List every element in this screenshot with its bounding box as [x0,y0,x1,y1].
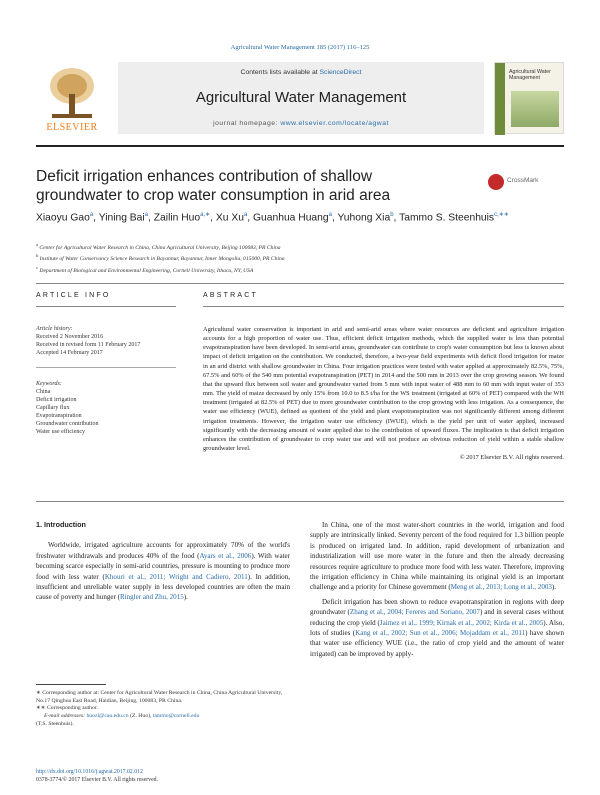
author-affil-mark[interactable]: b [390,212,394,218]
cover-image [511,91,559,127]
citation-link[interactable]: Khouri et al., 2011; Wright and Cadiero, 2011 [104,572,248,581]
author-affil-mark[interactable]: a [328,212,332,218]
header-divider [36,145,564,147]
paragraph: In China, one of the most water-short countries in the world, irrigation and food supply are intrinsically linked. Seventy percent of the food required for 1.3 billion people is produced on irrigated land. In addition, rapid development of urbanization and industrialization will use more water in the future and then the already decreasing resources require agriculture to produce more food with less water. Therefore, improving the irrigation efficiency in China while maintaining its original yield is an important challenge and a priority for Chinese government (Meng et al., 2013; Long et al., 2003). [310,521,564,592]
article-info [36,325,176,436]
footnote-emails: E-mail addresses: huozl@cau.edu.cn (Z. Huo), tammo@cornell.edu [44,713,200,720]
crossmark-icon [488,174,504,190]
author-affil-mark[interactable]: c,∗∗ [494,212,509,218]
doi-link[interactable]: http://dx.doi.org/10.1016/j.agwat.2017.02.012 [36,769,143,775]
citation-link[interactable]: Zhang et al., 2004; Fereres and Soriano, 2007 [349,608,480,617]
keyword: Water use efficiency [36,429,86,435]
contents-line: Contents lists available at ScienceDirect [240,69,362,76]
journal-masthead [36,62,564,140]
author-affil-mark[interactable]: a [144,212,149,218]
author: Xiaoyu Gao [36,212,90,224]
author-affil-mark[interactable]: a [243,212,248,218]
crossmark-label: CrossMark [507,177,539,184]
affiliations [36,241,564,275]
footnote: ∗ Corresponding author at: Center for Agricultural Water Research in China, China Agricultural University, No.17 Qinghua East Road, Haidian, Beijing, 100083, PR China. [36,690,283,704]
email-link[interactable]: huozl@cau.edu.cn [86,713,129,720]
body-divider [36,501,564,502]
author-list: Xiaoyu Gao$^a$, Yining Bai$^a$, Zailin Huo$^{a,∗}$, Xu Xu$^a$, Guanhua Huang$^a$, Yuhong Xia$^b$, Tammo S. Steenhuis$^{c,∗∗}$ [36,212,509,224]
author: Tammo S. Steenhuis [399,212,495,224]
paragraph: Deficit irrigation has been shown to reduce evapotranspiration in regions with deep groundwater (Zhang et al., 2004; Fereres and Soriano, 2007) and in several cases without reducing the crop yield (Jaimez et al., 1999; Kirnak et al., 2002; Kirda et al., 2005). Also, lots of studies (Kang et al., 2002; Sun et al., 2006; Mojaddam et al., 2011) have shown that water use efficiency WUE (i.e., the ratio of crop yield and the amount of water irrigated) can be improved by apply- [310,597,564,658]
article-title: Deficit irrigation enhances contribution of shallow groundwater to crop water consumption in arid area [36,168,391,204]
article-info-divider [36,306,176,307]
body-left-column [36,520,290,603]
author-affil-mark[interactable]: a [89,212,94,218]
history-revised: Received in revised form 11 February 2017 [36,342,141,348]
keyword: China [36,389,51,395]
keyword: Deficit irrigation [36,397,77,403]
article-info-heading: ARTICLE INFO [36,292,111,299]
affiliation-divider [36,283,564,284]
citation-link[interactable]: Meng et al., 2013; Long et al., 2003 [450,583,552,592]
citation-link[interactable]: Kang et al., 2002; Sun et al., 2006; Mojaddam et al., 2011 [355,629,526,638]
info-divider [36,367,176,368]
affiliation: $^c$ Department of Biological and Environmental Engineering, Cornell University, Ithaca, NY, USA [36,264,254,274]
journal-cover-thumbnail [494,62,564,134]
email-link[interactable]: tammo@cornell.edu [152,713,200,720]
footnotes [36,690,290,729]
author: Yuhong Xia [337,212,391,224]
affiliation: $^a$ Center for Agricultural Water Research in China, China Agricultural University, Beijing 100083, PR China [36,242,281,251]
history-label: Article history: [36,326,73,332]
issn-copyright: 0378-3774/© 2017 Elsevier B.V. All rights reserved. [36,777,158,783]
history-received: Received 2 November 2016 [36,334,104,340]
history-accepted: Accepted 14 February 2017 [36,350,103,356]
paragraph: Worldwide, irrigated agriculture accounts for approximately 70% of the world's freshwater withdrawals and produces 40% of the food (Ayars et al., 2006). With water becoming scarce especially in semi-arid countries, pressure is mounting to produce more food with less water (Khouri et al., 2011; Wright and Cadiero, 2011). In addition, insufficient and unreliable water supply in less developed countries are often the main cause of poverty and hunger (Ringler and Zhu, 2015). [36,541,291,602]
cover-spine [495,63,505,135]
affiliation: $^b$ Institute of Water Conservancy Science Research in Bayannur, Bayannur, Inner Mongolia, 015000, PR China [36,253,285,263]
keyword: Groundwater contribution [36,421,99,427]
author: Yining Bai [98,212,145,224]
body-right-column [310,520,564,659]
author: Zailin Huo [153,212,201,224]
author: Xu Xu [215,212,244,224]
author: Guanhua Huang [253,212,329,224]
abstract-text: Agricultural water conservation is important in arid and semi-arid areas where water resources are deficient and agriculture irrigation accounts for a high proportion of water use. Thus, efficient deficit irrigation methods, which the supplied water is less than potential evapotranspiration have been developed. In semi-arid areas, groundwater can contribute to crop's water consumption but less is known about impact of deficit irrigation on the contribution. We conducted, therefore, a two-year field experiments with deficit flood irrigation for maize in an arid district with shallow groundwater in China. Four irrigation practices were tested with water applied at approximately 82.5%, 75%, 67.5% and 60% of the 540 mm potential evapotranspiration (PET) in 2014 and the 500 mm in 2013 over the crop growing season. We found that the upward flux between soil water and groundwater varied from 5 mm with input water of 488 mm to 60 mm with input water of 353 mm. The yield of maize decreased by only 15% from 10.0 to 8.5 t/ha for the WS treatment (irrigated at 60% of PET) compared with the WH treatment (irrigated at 82.5% of PET) due to more groundwater contribution to the crop growing with less irrigation. As a consequence, the water use efficiency (WUE), defined as quotient of the yield and plant evapotranspiration was not significantly different among different irrigation treatments. However, the irrigation water use efficiency (IWUE), which is the yield per unit of water applied, increased significantly with the decreasing amount of water applied due to the contribution of upward fluxes. The implication is that deficit irrigation enhances the contribution of groundwater to crop water use and will not produce an obvious reduction of yield within a stable shallow groundwater level. [203,326,564,453]
journal-title: Agricultural Water Management [195,89,407,106]
cover-title: Agricultural Water Management [509,69,551,81]
doi-block [36,768,290,784]
abstract [203,325,564,462]
abstract-divider [203,306,564,307]
homepage-link[interactable]: www.elsevier.com/locate/agwat [280,120,389,127]
keyword: Capillary flux [36,405,70,411]
masthead-banner [118,62,484,134]
keyword: Evapotranspiration [36,413,82,419]
publisher-name: ELSEVIER [46,122,98,133]
footnote-divider [36,684,106,685]
abstract-copyright: © 2017 Elsevier B.V. All rights reserved. [459,454,564,462]
citation-link[interactable]: Ayars et al., 2006 [199,551,252,560]
section-heading: 1. Introduction [36,520,86,529]
footnote-email-owner: (T.S. Steenhuis). [36,720,74,727]
citation-link[interactable]: Jaimez et al., 1999; Kirnak et al., 2002; Kirda et al., 2005 [379,618,544,627]
journal-reference[interactable]: Agricultural Water Management 185 (2017) 116–125 [230,44,370,51]
author-affil-mark[interactable]: a,∗ [200,212,211,218]
elsevier-tree-icon [46,64,98,120]
journal-homepage: journal homepage: www.elsevier.com/locate/agwat [213,120,389,127]
crossmark-badge[interactable] [488,172,546,192]
sciencedirect-link[interactable]: ScienceDirect [319,69,362,76]
abstract-heading: ABSTRACT [203,292,258,299]
elsevier-logo [36,64,108,134]
keywords-label: Keywords: [36,381,62,387]
citation-link[interactable]: Ringler and Zhu, 2015 [119,593,184,602]
footnote: ∗∗ Corresponding author. [36,705,98,712]
